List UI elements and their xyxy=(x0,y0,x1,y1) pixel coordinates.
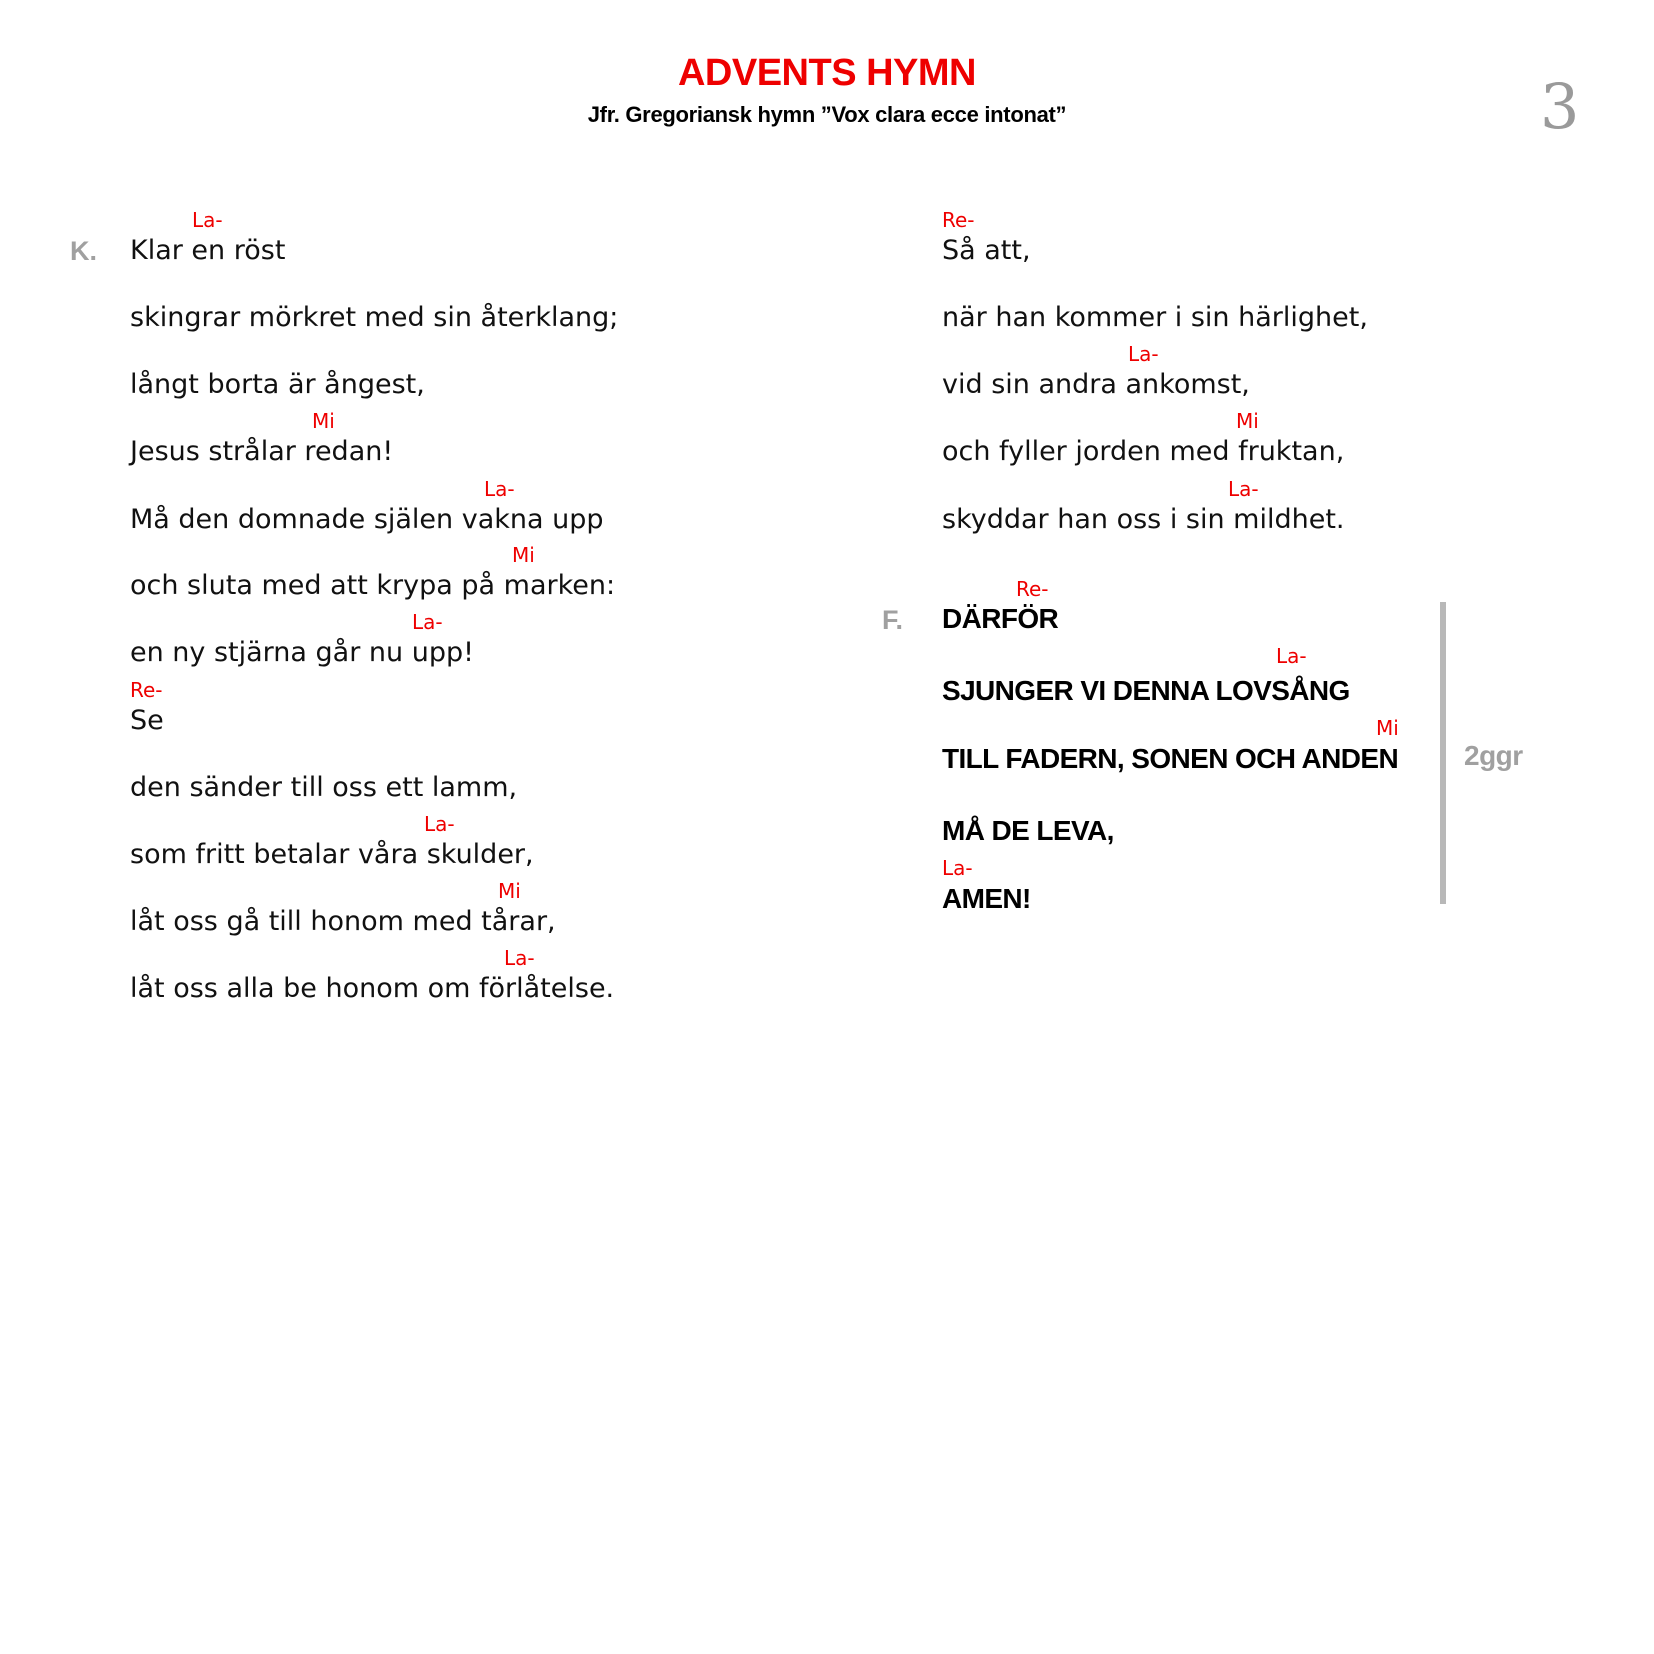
chant-note: La- xyxy=(192,208,223,232)
chant-note: Re- xyxy=(1016,577,1049,601)
refrain-line: TILL FADERN, SONEN OCH ANDEN xyxy=(942,743,1399,774)
chant-note: Mi xyxy=(312,409,335,433)
repeat-count-label: 2ggr xyxy=(1464,740,1523,771)
chant-note: La- xyxy=(424,812,455,836)
verse-line: Så att, xyxy=(942,235,1031,266)
chant-note: Mi xyxy=(498,879,521,903)
chant-note: Mi xyxy=(1236,409,1259,433)
verse-line: Klar en röst xyxy=(130,235,286,266)
chant-note: Re- xyxy=(130,678,163,702)
refrain-line: SJUNGER VI DENNA LOVSÅNG xyxy=(942,675,1350,706)
chant-note: La- xyxy=(484,477,515,501)
verse-line: Se xyxy=(130,705,164,736)
verse-line: Må den domnade själen vakna upp xyxy=(130,504,604,535)
hymn-title: ADVENTS HYMN xyxy=(677,52,977,94)
chant-note: La- xyxy=(1228,477,1259,501)
verse-line: som fritt betalar våra skulder, xyxy=(130,839,534,870)
verse-line: låt oss alla be honom om förlåtelse. xyxy=(130,973,615,1004)
chant-note: Mi xyxy=(1376,716,1399,740)
verse-line: den sänder till oss ett lamm, xyxy=(130,772,518,803)
refrain-line: DÄRFÖR xyxy=(942,603,1059,634)
hymn-subtitle: Jfr. Gregoriansk hymn ”Vox clara ecce intonat” xyxy=(587,102,1067,127)
chant-note: Re- xyxy=(942,208,975,232)
verse-line: och fyller jorden med fruktan, xyxy=(942,436,1345,467)
chant-note: La- xyxy=(504,946,535,970)
verse-line: när han kommer i sin härlighet, xyxy=(942,302,1368,333)
chant-note: La- xyxy=(942,856,973,880)
chant-note: La- xyxy=(1128,342,1159,366)
cantor-marker: K. xyxy=(70,236,97,266)
chant-note: Mi xyxy=(512,543,535,567)
verse-line: och sluta med att krypa på marken: xyxy=(130,570,616,601)
page-number: 3 xyxy=(1540,70,1580,143)
verse-line: låt oss gå till honom med tårar, xyxy=(130,906,556,937)
chant-note: La- xyxy=(412,610,443,634)
repeat-bracket xyxy=(1440,602,1446,904)
verse-line: en ny stjärna går nu upp! xyxy=(130,637,474,668)
congregation-marker: F. xyxy=(882,605,904,635)
verse-line: långt borta är ångest, xyxy=(130,369,425,400)
refrain-line: AMEN! xyxy=(942,883,1031,914)
refrain-line: MÅ DE LEVA, xyxy=(942,815,1114,846)
verse-line: vid sin andra ankomst, xyxy=(942,369,1250,400)
verse-line: skingrar mörkret med sin återklang; xyxy=(130,302,619,333)
verse-line: skyddar han oss i sin mildhet. xyxy=(942,504,1345,535)
chant-note: La- xyxy=(1276,644,1307,668)
verse-line: Jesus strålar redan! xyxy=(130,436,394,467)
